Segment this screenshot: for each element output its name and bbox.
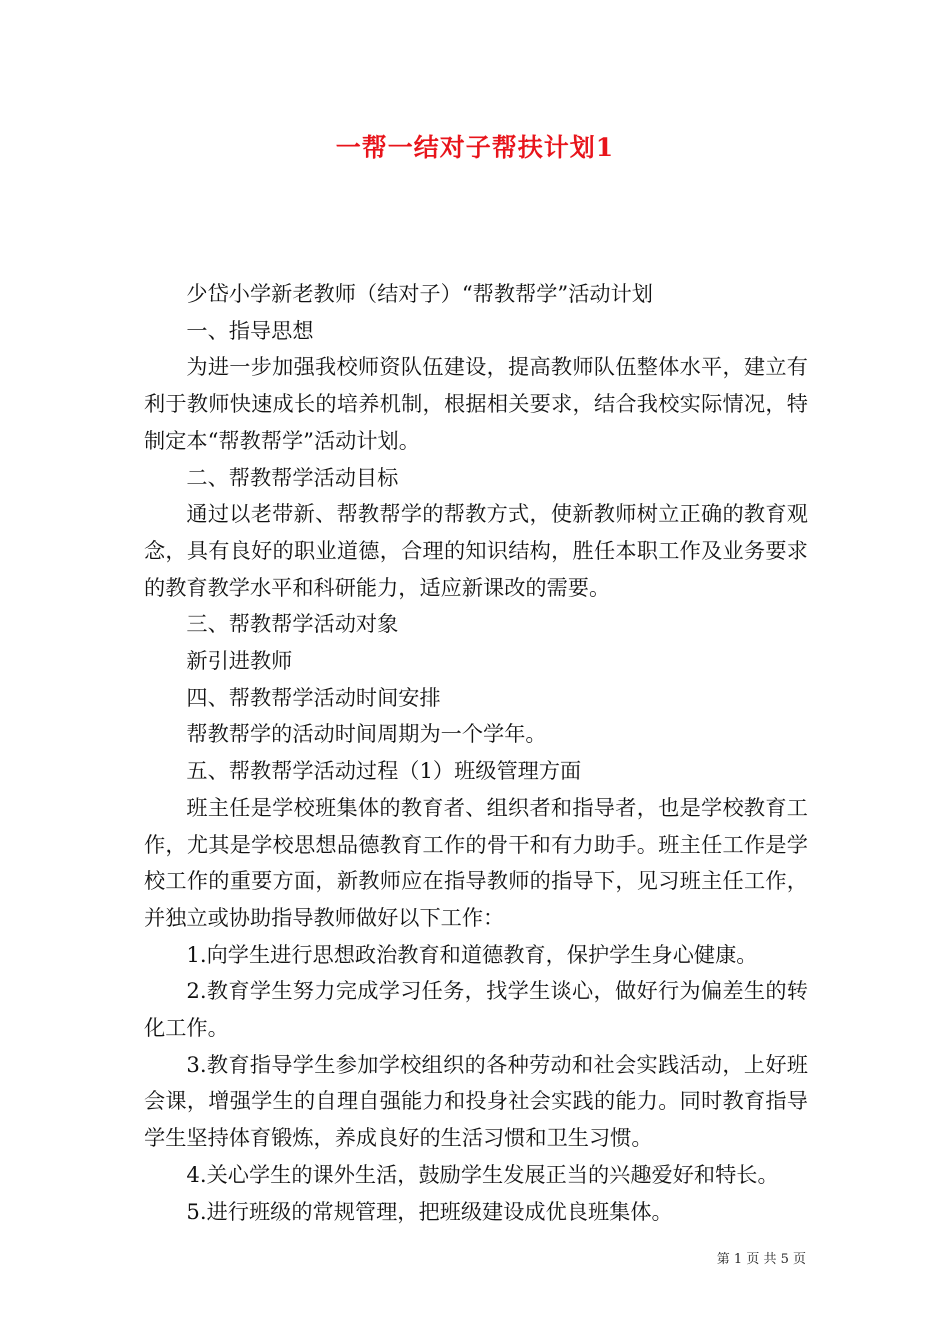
paragraph-guiding-idea: 为进一步加强我校师资队伍建设，提高教师队伍整体水平，建立有利于教师快速成长的培养机制，根据相关要求，结合我校实际情况，特制定本“帮教帮学”活动计划。: [144, 354, 808, 453]
document-body: [144, 276, 808, 1230]
section-heading-guiding-idea: 一、指导思想: [186, 317, 314, 343]
paragraph-schedule: 帮教帮学的活动时间周期为一个学年。: [186, 721, 547, 747]
section-heading-process: 五、帮教帮学活动过程（1）班级管理方面: [186, 758, 582, 784]
list-item-2: 2.教育学生努力完成学习任务，找学生谈心，做好行为偏差生的转化工作。: [144, 978, 808, 1041]
paragraph-targets: 新引进教师: [186, 648, 293, 674]
section-heading-targets: 三、帮教帮学活动对象: [186, 611, 399, 637]
paragraph-goals: 通过以老带新、帮教帮学的帮教方式，使新教师树立正确的教育观念，具有良好的职业道德，合理的知识结构，胜任本职工作及业务要求的教育教学水平和科研能力，适应新课改的需要。: [144, 501, 808, 600]
plan-name-paragraph: 少岱小学新老教师（结对子）“帮教帮学”活动计划: [186, 281, 653, 306]
list-item-1: 1.向学生进行思想政治教育和道德教育，保护学生身心健康。: [186, 941, 758, 967]
list-item-5: 5.进行班级的常规管理，把班级建设成优良班集体。: [186, 1198, 673, 1224]
list-item-4: 4.关心学生的课外生活，鼓励学生发展正当的兴趣爱好和特长。: [186, 1161, 779, 1187]
page-number: 第 1 页 共 5 页: [716, 1252, 806, 1267]
list-item-3: 3.教育指导学生参加学校组织的各种劳动和社会实践活动，上好班会课，增强学生的自理自强能力和投身社会实践的能力。同时教育指导学生坚持体育锻炼，养成良好的生活习惯和卫生习惯。: [144, 1051, 808, 1151]
document-title: 一帮一结对子帮扶计划1: [335, 133, 615, 162]
paragraph-class-management: 班主任是学校班集体的教育者、组织者和指导者，也是学校教育工作，尤其是学校思想品德教育工作的骨干和有力助手。班主任工作是学校工作的重要方面，新教师应在指导教师的指导下，见习班主任工作，并独立或协助指导教师做好以下工作：: [144, 794, 808, 930]
section-heading-goals: 二、帮教帮学活动目标: [186, 464, 399, 490]
section-heading-schedule: 四、帮教帮学活动时间安排: [186, 684, 441, 710]
